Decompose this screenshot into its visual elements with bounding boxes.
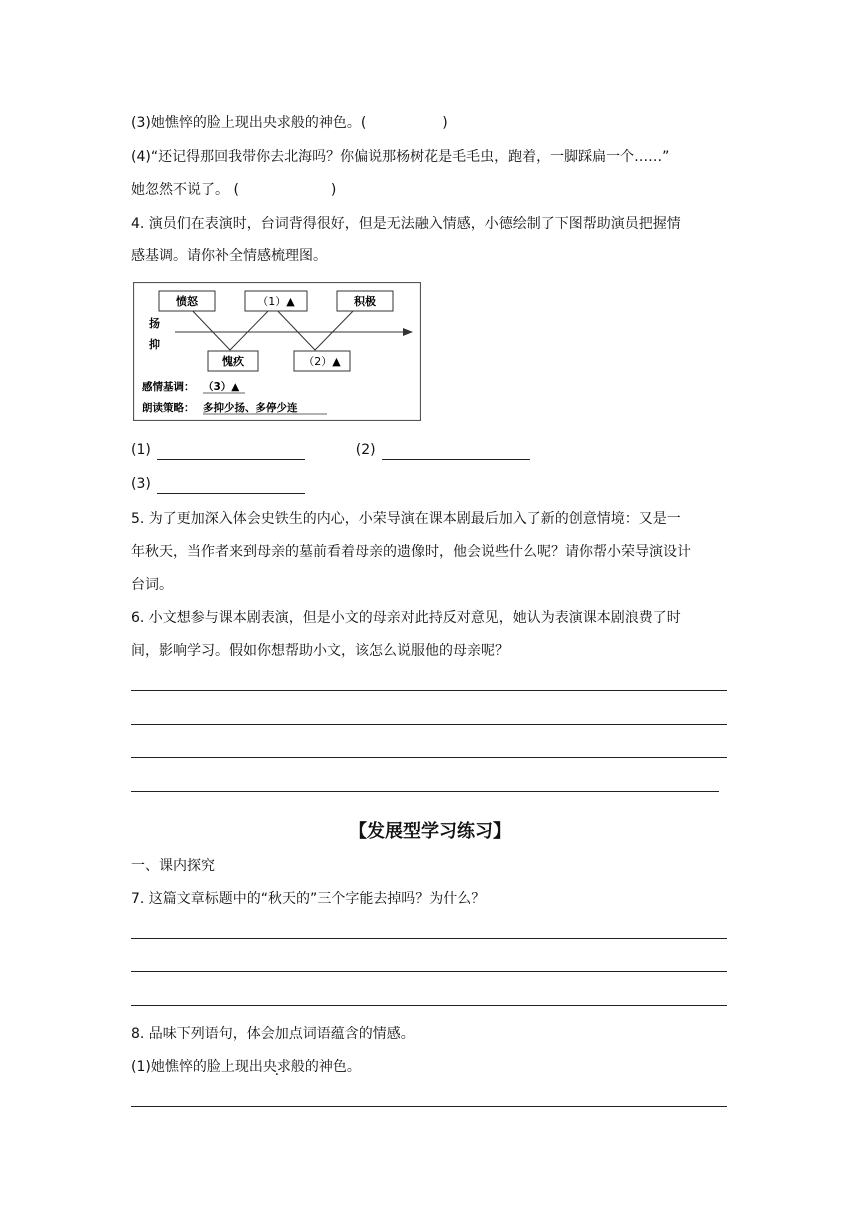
q3-item4-line2: [131, 180, 336, 200]
q3-item3: [131, 113, 448, 133]
q5-line2: 年秋天，当作者来到母亲的墓前看着母亲的遗像时，他会说些什么呢？请你帮小荣导演设计: [131, 544, 691, 560]
q3-item3-text: (3)她憔悴的脸上现出央求般的神色。(: [131, 115, 367, 131]
q4-answer2-blank[interactable]: [382, 445, 530, 460]
label-rise: 扬: [149, 317, 160, 330]
box-anger-text: 愤怒: [176, 295, 198, 308]
q6-line2: 间，影响学习。假如你想帮助小文，该怎么说服他的母亲呢？: [131, 643, 509, 659]
q4-line1: 4. 演员们在表演时，台词背得很好，但是无法融入情感，小德绘制了下图帮助演员把握情: [131, 216, 681, 232]
q8-item1-pre: (1)她憔悴的脸上现出: [131, 1059, 263, 1075]
q5-line3: 台词。: [131, 577, 173, 593]
q6-answer-line-3[interactable]: [131, 757, 727, 758]
q8-answer-line-1[interactable]: [131, 1106, 727, 1107]
section-subtitle: 一、课内探究: [131, 858, 215, 874]
q7-answer-line-2[interactable]: [131, 971, 727, 972]
box-1-text: （1）▲: [257, 295, 295, 308]
q8-item1: [131, 1057, 361, 1077]
emotion-diagram: [133, 282, 421, 421]
q4-answer1-blank[interactable]: [157, 445, 305, 460]
tone-value: （3）▲: [203, 381, 240, 393]
q3-item4-line1: (4)“还记得那回我带你去北海吗？你偏说那杨树花是毛毛虫，跑着，一脚踩扁一个……”: [131, 149, 670, 165]
q7-answer-line-3[interactable]: [131, 1005, 727, 1006]
label-fall: 抑: [149, 338, 160, 351]
q4-answer1-label: (1): [131, 442, 151, 458]
strategy-value: 多抑少扬、多停少连: [203, 402, 298, 414]
q4-line2: 感基调。请你补全情感梳理图。: [131, 248, 327, 264]
tone-label: 感情基调：: [142, 381, 195, 393]
q7-line1: 7. 这篇文章标题中的“秋天的”三个字能去掉吗？为什么？: [131, 891, 486, 907]
q6-line1: 6. 小文想参与课本剧表演，但是小文的母亲对此持反对意见，她认为表演课本剧浪费了时: [131, 610, 681, 626]
q4-answer3-blank[interactable]: [157, 479, 305, 494]
q7-answer-line-1[interactable]: [131, 938, 727, 939]
q3-item3-close: ): [442, 115, 448, 131]
q6-answer-line-4[interactable]: [131, 791, 719, 792]
q6-answer-line-1[interactable]: [131, 690, 727, 691]
box-2-text: （2）▲: [303, 355, 341, 368]
box-guilt-text: 愧疚: [222, 355, 244, 368]
q3-item4-text: 她忽然不说了。 (: [131, 182, 239, 198]
section-title: 【发展型学习练习】: [349, 821, 511, 842]
q5-line1: 5. 为了更加深入体会史铁生的内心，小荣导演在课本剧最后加入了新的创意情境：又是一: [131, 511, 681, 527]
q8-item1-emphasis: 央求: [262, 1059, 291, 1075]
q4-answer-row1: [131, 440, 530, 460]
q8-line1: 8. 品味下列语句，体会加点词语蕴含的情感。: [131, 1026, 415, 1042]
q4-answer3-label: (3): [131, 476, 151, 492]
q4-answer2-label: (2): [355, 442, 376, 458]
q6-answer-line-2[interactable]: [131, 724, 727, 725]
box-positive-text: 积极: [354, 295, 376, 308]
q3-item4-close: ): [330, 182, 337, 198]
q8-item1-post: 般的神色。: [290, 1059, 361, 1075]
q4-answer-row2: [131, 474, 305, 494]
strategy-label: 朗读策略：: [142, 402, 195, 414]
